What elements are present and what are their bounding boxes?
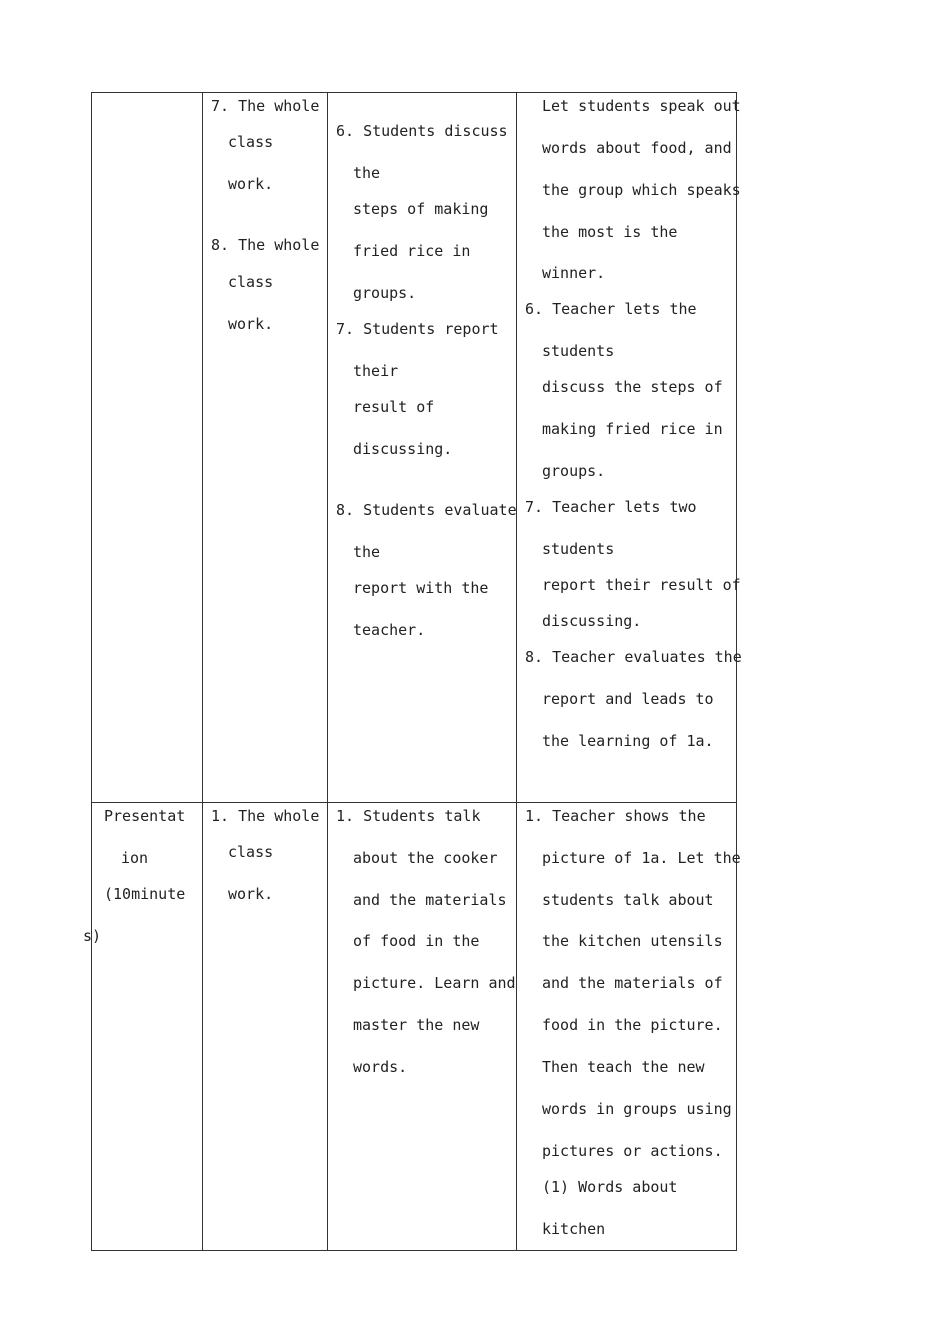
text-line: the xyxy=(353,164,381,182)
text-line: 8. Students evaluate xyxy=(336,501,517,519)
text-line: class xyxy=(228,133,274,151)
text-line: Then teach the new xyxy=(542,1058,705,1076)
text-line: and the materials of xyxy=(542,974,723,992)
text-line: the group which speaks xyxy=(542,181,741,199)
stage-label: Presentat xyxy=(104,807,186,825)
text-line: students talk about xyxy=(542,891,714,909)
table-left-border xyxy=(91,92,92,1251)
text-line: food in the picture. xyxy=(542,1016,723,1034)
text-line: class xyxy=(228,273,274,291)
text-line: groups. xyxy=(542,462,606,480)
text-line: 8. The whole xyxy=(211,236,320,254)
table-right-border xyxy=(736,92,737,1251)
text-line: the kitchen utensils xyxy=(542,932,723,950)
text-line: master the new xyxy=(353,1016,480,1034)
row-divider xyxy=(91,802,737,803)
text-line: class xyxy=(228,843,274,861)
column-divider-3 xyxy=(516,92,517,1251)
text-line: fried rice in xyxy=(353,242,471,260)
text-line: of food in the xyxy=(353,932,480,950)
text-line: groups. xyxy=(353,284,417,302)
stage-label: s) xyxy=(83,927,102,945)
text-line: their xyxy=(353,362,399,380)
table-bottom-border xyxy=(91,1250,737,1251)
text-line: making fried rice in xyxy=(542,420,723,438)
text-line: work. xyxy=(228,885,274,903)
text-line: students xyxy=(542,540,615,558)
text-line: words. xyxy=(353,1058,408,1076)
text-line: words about food, and xyxy=(542,139,732,157)
text-line: 6. Teacher lets the xyxy=(525,300,697,318)
text-line: discussing. xyxy=(353,440,453,458)
text-line: the xyxy=(353,543,381,561)
text-line: the learning of 1a. xyxy=(542,732,714,750)
text-line: teacher. xyxy=(353,621,426,639)
text-line: work. xyxy=(228,175,274,193)
text-line: work. xyxy=(228,315,274,333)
text-line: words in groups using xyxy=(542,1100,732,1118)
text-line: winner. xyxy=(542,264,606,282)
text-line: discuss the steps of xyxy=(542,378,723,396)
text-line: and the materials xyxy=(353,891,507,909)
text-line: (1) Words about xyxy=(542,1178,678,1196)
text-line: about the cooker xyxy=(353,849,498,867)
column-divider-1 xyxy=(202,92,203,1251)
text-line: 7. Students report xyxy=(336,320,499,338)
text-line: steps of making xyxy=(353,200,489,218)
text-line: students xyxy=(542,342,615,360)
text-line: the most is the xyxy=(542,223,678,241)
column-divider-2 xyxy=(327,92,328,1251)
text-line: 6. Students discuss xyxy=(336,122,508,140)
text-line: result of xyxy=(353,398,435,416)
text-line: discussing. xyxy=(542,612,642,630)
text-line: 8. Teacher evaluates the xyxy=(525,648,742,666)
stage-label: (10minute xyxy=(104,885,186,903)
text-line: Let students speak out xyxy=(542,97,741,115)
text-line: 1. The whole xyxy=(211,807,320,825)
text-line: report with the xyxy=(353,579,489,597)
text-line: pictures or actions. xyxy=(542,1142,723,1160)
text-line: picture of 1a. Let the xyxy=(542,849,741,867)
text-line: report and leads to xyxy=(542,690,714,708)
text-line: 7. The whole xyxy=(211,97,320,115)
text-line: 1. Teacher shows the xyxy=(525,807,706,825)
text-line: report their result of xyxy=(542,576,741,594)
stage-label: ion xyxy=(121,849,149,867)
text-line: kitchen xyxy=(542,1220,606,1238)
text-line: picture. Learn and xyxy=(353,974,516,992)
text-line: 7. Teacher lets two xyxy=(525,498,697,516)
table-top-border xyxy=(91,92,737,93)
text-line: 1. Students talk xyxy=(336,807,481,825)
